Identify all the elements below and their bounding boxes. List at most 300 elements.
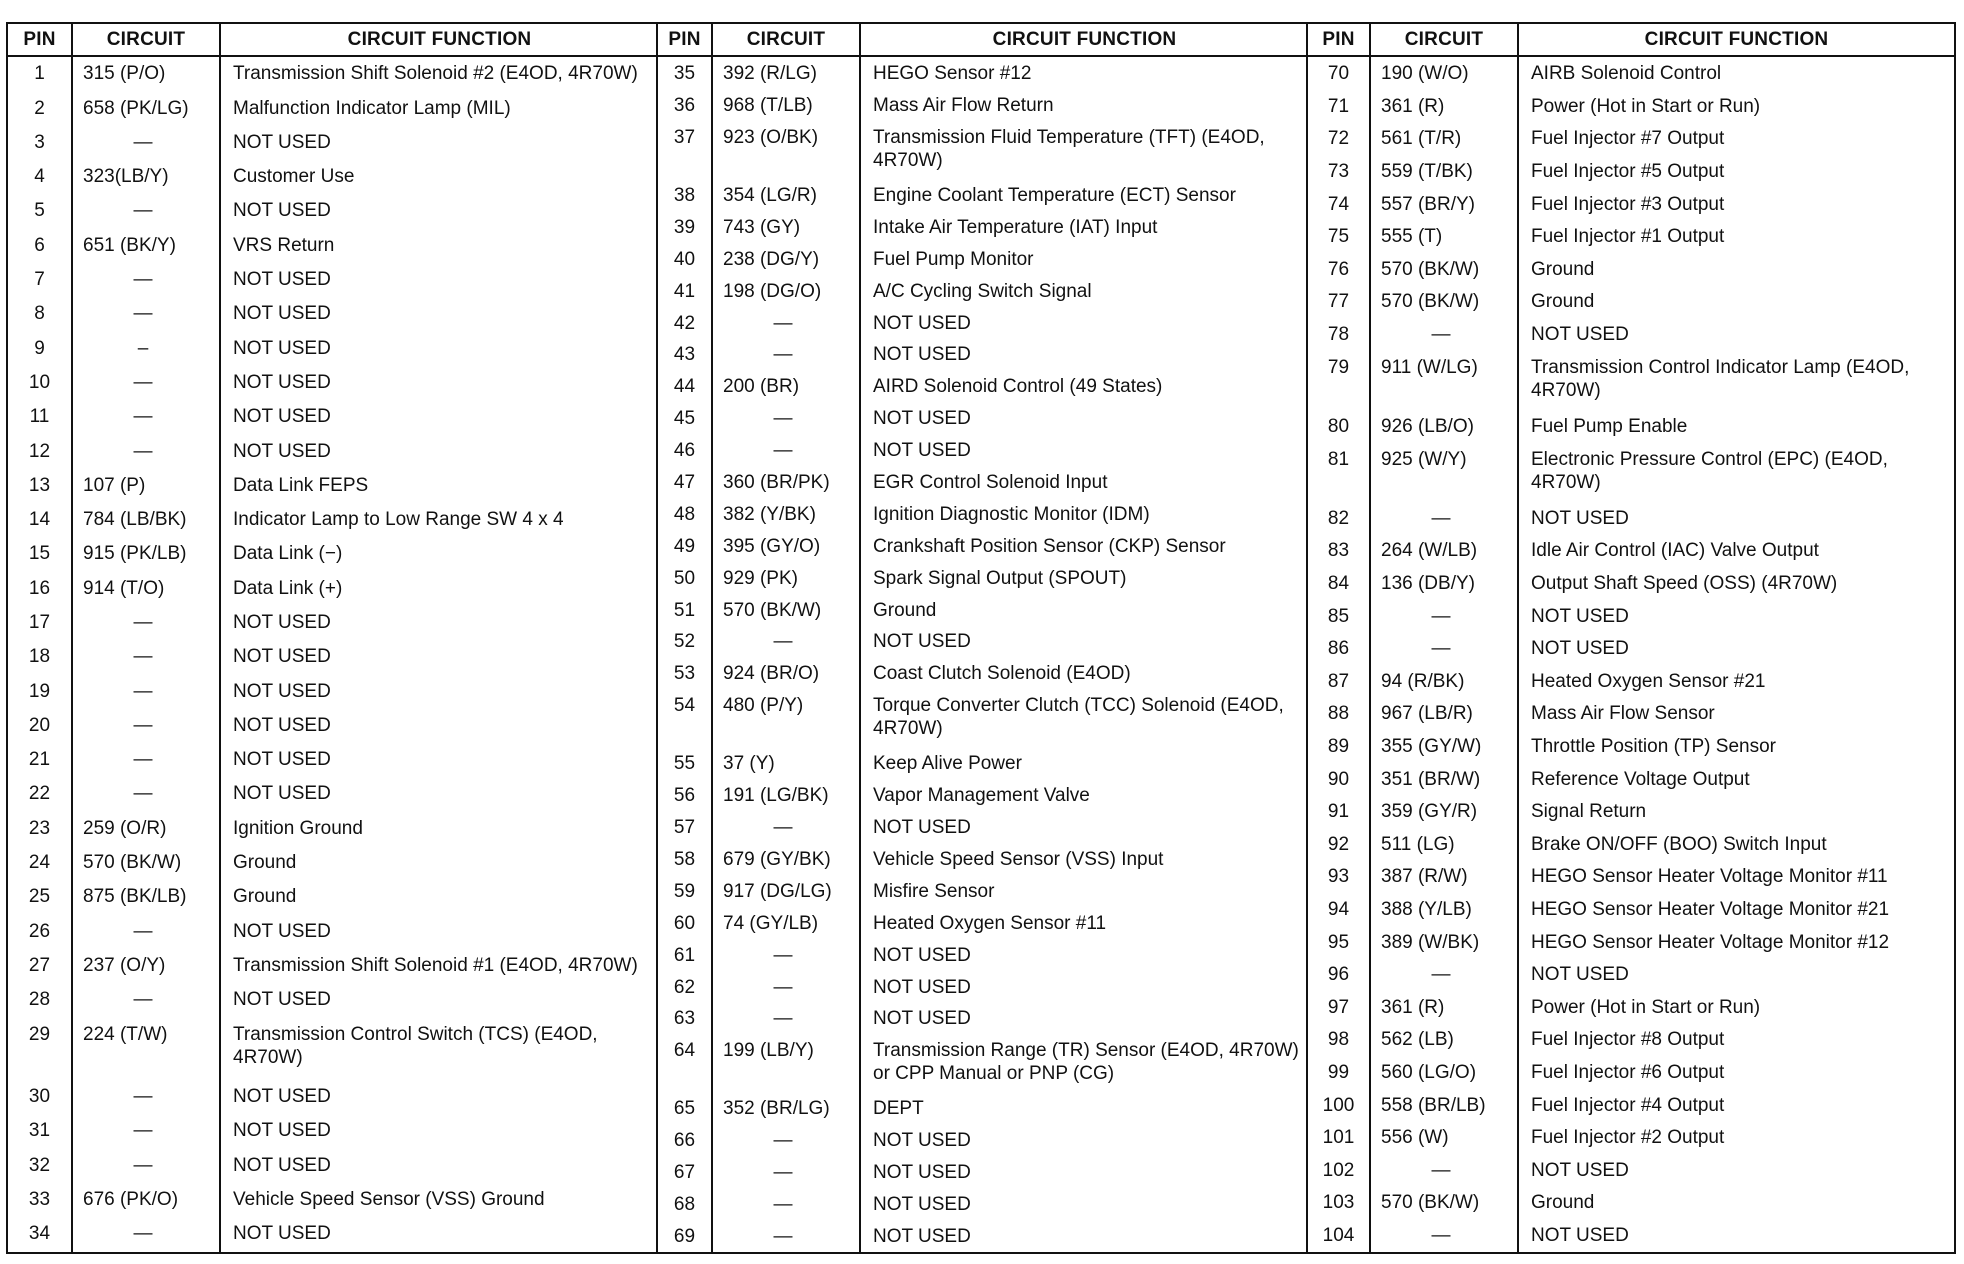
pin-number: 89	[1308, 730, 1370, 763]
table-row	[8, 1080, 658, 1114]
function-column-header: CIRCUIT FUNCTION	[860, 24, 1308, 56]
circuit-code: 37 (Y)	[712, 747, 860, 779]
pin-number: 37	[658, 121, 712, 179]
circuit-function: NOT USED	[1531, 1159, 1629, 1181]
pin-number: 86	[1308, 632, 1370, 665]
circuit-code: —	[1370, 502, 1518, 535]
pin-number: 87	[1308, 665, 1370, 698]
circuit-code: —	[72, 1114, 220, 1148]
circuit-function: A/C Cycling Switch Signal	[873, 280, 1092, 302]
circuit-code: —	[712, 1124, 860, 1156]
circuit-code: —	[72, 263, 220, 297]
circuit-function: Signal Return	[1531, 801, 1647, 823]
pin-number: 48	[658, 498, 712, 530]
pin-number: 22	[8, 777, 72, 811]
circuit-function: Transmission Control Indicator Lamp (E4OD, 4R70W)	[1531, 356, 1910, 401]
circuit-function: NOT USED	[233, 714, 331, 736]
pin-number: 15	[8, 537, 72, 571]
pin-number: 34	[8, 1217, 72, 1252]
circuit-function: NOT USED	[1531, 638, 1629, 660]
table-row	[1308, 1154, 1954, 1187]
pin-number: 44	[658, 370, 712, 402]
table-row	[658, 562, 1308, 594]
circuit-code: 923 (O/BK)	[712, 121, 860, 179]
pin-number: 53	[658, 657, 712, 689]
pin-number: 100	[1308, 1089, 1370, 1122]
table-row	[8, 435, 658, 469]
circuit-code: —	[712, 1156, 860, 1188]
circuit-code: –	[72, 332, 220, 366]
pin-number: 97	[1308, 991, 1370, 1024]
circuit-code: 382 (Y/BK)	[712, 498, 860, 530]
circuit-code: 562 (LB)	[1370, 1023, 1518, 1056]
table-row	[658, 211, 1308, 243]
circuit-code: 94 (R/BK)	[1370, 665, 1518, 698]
table-row	[658, 498, 1308, 530]
pin-number: 20	[8, 709, 72, 743]
circuit-code: 557 (BR/Y)	[1370, 188, 1518, 221]
circuit-function: NOT USED	[233, 440, 331, 462]
table-row	[658, 1092, 1308, 1124]
circuit-code: 361 (R)	[1370, 991, 1518, 1024]
circuit-code: 387 (R/W)	[1370, 860, 1518, 893]
header-row	[1308, 24, 1954, 56]
circuit-function: Fuel Injector #8 Output	[1531, 1029, 1725, 1051]
table-row	[8, 949, 658, 983]
circuit-code: —	[72, 435, 220, 469]
table-row	[1308, 188, 1954, 221]
circuit-code: 570 (BK/W)	[1370, 1186, 1518, 1219]
circuit-function: NOT USED	[1531, 507, 1629, 529]
pin-number: 81	[1308, 443, 1370, 502]
circuit-function: HEGO Sensor Heater Voltage Monitor #12	[1531, 931, 1890, 953]
circuit-function: Transmission Range (TR) Sensor (E4OD, 4R70W) or CPP Manual or PNP (CG)	[873, 1040, 1299, 1085]
table-row	[1308, 632, 1954, 665]
table-row	[658, 370, 1308, 402]
circuit-function: Reference Voltage Output	[1531, 768, 1750, 790]
pinout-table-section	[1308, 24, 1954, 1252]
table-row	[658, 402, 1308, 434]
circuit-function: Misfire Sensor	[873, 880, 995, 902]
circuit-function: HEGO Sensor Heater Voltage Monitor #11	[1531, 866, 1888, 888]
circuit-function: Mass Air Flow Return	[873, 95, 1054, 117]
circuit-code: 511 (LG)	[1370, 828, 1518, 861]
circuit-code: 784 (LB/BK)	[72, 503, 220, 537]
table-row	[1308, 351, 1954, 410]
pin-number: 95	[1308, 926, 1370, 959]
pin-number: 65	[658, 1092, 712, 1124]
circuit-code: 914 (T/O)	[72, 572, 220, 606]
circuit-function: NOT USED	[873, 976, 971, 998]
table-row	[8, 92, 658, 126]
pin-column-header: PIN	[8, 24, 72, 56]
circuit-function: NOT USED	[233, 337, 331, 359]
table-row	[8, 194, 658, 228]
circuit-function: Data Link (+)	[233, 577, 343, 599]
circuit-code: 259 (O/R)	[72, 812, 220, 846]
circuit-code: 570 (BK/W)	[1370, 253, 1518, 286]
circuit-code: —	[712, 1188, 860, 1220]
table-row	[8, 640, 658, 674]
circuit-code: 570 (BK/W)	[1370, 285, 1518, 318]
circuit-function: Customer Use	[233, 166, 355, 188]
pinout-table	[6, 22, 1956, 1254]
circuit-function: Heated Oxygen Sensor #11	[873, 912, 1107, 934]
table-row	[1308, 665, 1954, 698]
function-column-header: CIRCUIT FUNCTION	[1518, 24, 1954, 56]
circuit-code: 556 (W)	[1370, 1121, 1518, 1154]
circuit-function: Fuel Injector #6 Output	[1531, 1061, 1725, 1083]
pin-number: 73	[1308, 155, 1370, 188]
pin-number: 99	[1308, 1056, 1370, 1089]
pin-number: 10	[8, 366, 72, 400]
pin-number: 91	[1308, 795, 1370, 828]
pin-number: 39	[658, 211, 712, 243]
table-row	[658, 434, 1308, 466]
table-row	[658, 907, 1308, 939]
circuit-function: Ground	[233, 852, 297, 874]
circuit-function: Ground	[233, 886, 297, 908]
table-row	[8, 1018, 658, 1080]
pin-number: 18	[8, 640, 72, 674]
circuit-code: 238 (DG/Y)	[712, 243, 860, 275]
circuit-function: NOT USED	[233, 1120, 331, 1142]
table-row	[658, 275, 1308, 307]
circuit-function: Indicator Lamp to Low Range SW 4 x 4	[233, 509, 564, 531]
circuit-function: Ignition Ground	[233, 817, 363, 839]
table-row	[658, 971, 1308, 1003]
table-row	[8, 366, 658, 400]
pin-number: 9	[8, 332, 72, 366]
pin-number: 30	[8, 1080, 72, 1114]
pin-number: 93	[1308, 860, 1370, 893]
circuit-function: Vapor Management Valve	[873, 785, 1090, 807]
circuit-code: 555 (T)	[1370, 220, 1518, 253]
circuit-code: 558 (BR/LB)	[1370, 1089, 1518, 1122]
pinout-table-section	[8, 24, 658, 1252]
table-row	[658, 338, 1308, 370]
circuit-function: Fuel Injector #2 Output	[1531, 1127, 1725, 1149]
header-row	[8, 24, 658, 56]
circuit-function: Transmission Control Switch (TCS) (E4OD, 4R70W)	[233, 1023, 598, 1068]
circuit-function: NOT USED	[233, 680, 331, 702]
table-row	[1308, 443, 1954, 502]
circuit-code: 570 (BK/W)	[72, 846, 220, 880]
pin-number: 82	[1308, 502, 1370, 535]
table-row	[1308, 1023, 1954, 1056]
circuit-function: NOT USED	[233, 646, 331, 668]
pin-number: 46	[658, 434, 712, 466]
circuit-code: 743 (GY)	[712, 211, 860, 243]
pin-number: 5	[8, 194, 72, 228]
circuit-code: 968 (T/LB)	[712, 89, 860, 121]
circuit-function: NOT USED	[233, 611, 331, 633]
table-row	[1308, 56, 1954, 90]
circuit-code: 237 (O/Y)	[72, 949, 220, 983]
table-row	[658, 939, 1308, 971]
circuit-code: —	[72, 366, 220, 400]
circuit-function: NOT USED	[233, 269, 331, 291]
table-row	[658, 875, 1308, 907]
circuit-function: NOT USED	[233, 783, 331, 805]
circuit-function: NOT USED	[233, 1223, 331, 1245]
pinout-panel-1	[8, 24, 658, 1252]
circuit-function: Vehicle Speed Sensor (VSS) Ground	[233, 1188, 545, 1210]
circuit-function: Power (Hot in Start or Run)	[1531, 95, 1761, 117]
pin-number: 90	[1308, 763, 1370, 796]
circuit-code: 679 (GY/BK)	[712, 843, 860, 875]
circuit-code: 351 (BR/W)	[1370, 763, 1518, 796]
pin-number: 29	[8, 1018, 72, 1080]
circuit-function: NOT USED	[1531, 605, 1629, 627]
circuit-code: 136 (DB/Y)	[1370, 567, 1518, 600]
circuit-function: Data Link FEPS	[233, 474, 369, 496]
pin-number: 72	[1308, 122, 1370, 155]
table-row	[8, 572, 658, 606]
circuit-function: Fuel Pump Enable	[1531, 415, 1688, 437]
circuit-column-header: CIRCUIT	[1370, 24, 1518, 56]
pin-number: 51	[658, 594, 712, 626]
circuit-code: 361 (R)	[1370, 90, 1518, 123]
circuit-function: NOT USED	[873, 1225, 971, 1247]
pin-number: 26	[8, 915, 72, 949]
pin-number: 75	[1308, 220, 1370, 253]
circuit-code: —	[72, 743, 220, 777]
pin-number: 14	[8, 503, 72, 537]
circuit-function: NOT USED	[233, 131, 331, 153]
circuit-code: —	[72, 1149, 220, 1183]
circuit-code: —	[72, 777, 220, 811]
circuit-function: Transmission Shift Solenoid #1 (E4OD, 4R70W)	[233, 954, 638, 976]
pin-number: 16	[8, 572, 72, 606]
circuit-code: 360 (BR/PK)	[712, 466, 860, 498]
circuit-column-header: CIRCUIT	[72, 24, 220, 56]
pin-number: 23	[8, 812, 72, 846]
circuit-function: AIRD Solenoid Control (49 States)	[873, 376, 1163, 398]
circuit-code: 560 (LG/O)	[1370, 1056, 1518, 1089]
circuit-code: —	[72, 709, 220, 743]
pin-number: 28	[8, 983, 72, 1017]
table-row	[1308, 534, 1954, 567]
circuit-code: —	[712, 1220, 860, 1252]
pin-number: 11	[8, 400, 72, 434]
circuit-code: —	[712, 434, 860, 466]
circuit-function: NOT USED	[1531, 964, 1629, 986]
circuit-code: 926 (LB/O)	[1370, 410, 1518, 443]
table-row	[8, 812, 658, 846]
pin-number: 2	[8, 92, 72, 126]
pin-number: 79	[1308, 351, 1370, 410]
pin-number: 12	[8, 435, 72, 469]
pin-number: 25	[8, 880, 72, 914]
circuit-function: NOT USED	[873, 312, 971, 334]
table-row	[1308, 1121, 1954, 1154]
circuit-function: Ignition Diagnostic Monitor (IDM)	[873, 503, 1150, 525]
circuit-code: —	[712, 1002, 860, 1034]
pin-number: 52	[658, 625, 712, 657]
table-row	[658, 1034, 1308, 1092]
table-row	[1308, 991, 1954, 1024]
pin-number: 71	[1308, 90, 1370, 123]
circuit-code: 915 (PK/LB)	[72, 537, 220, 571]
table-row	[8, 915, 658, 949]
table-row	[658, 1220, 1308, 1252]
table-row	[8, 126, 658, 160]
circuit-code: 480 (P/Y)	[712, 689, 860, 747]
circuit-code: 200 (BR)	[712, 370, 860, 402]
pin-number: 7	[8, 263, 72, 297]
circuit-code: 924 (BR/O)	[712, 657, 860, 689]
table-row	[658, 1156, 1308, 1188]
circuit-code: —	[712, 971, 860, 1003]
table-row	[658, 594, 1308, 626]
table-row	[658, 179, 1308, 211]
table-row	[8, 503, 658, 537]
function-column-header: CIRCUIT FUNCTION	[220, 24, 658, 56]
circuit-function: NOT USED	[233, 406, 331, 428]
circuit-function: DEPT	[873, 1098, 924, 1120]
circuit-code: 190 (W/O)	[1370, 56, 1518, 90]
circuit-code: 561 (T/R)	[1370, 122, 1518, 155]
circuit-function: NOT USED	[1531, 1224, 1629, 1246]
circuit-code: 911 (W/LG)	[1370, 351, 1518, 410]
circuit-function: Fuel Injector #3 Output	[1531, 193, 1725, 215]
table-row	[8, 297, 658, 331]
table-row	[658, 89, 1308, 121]
header-row	[658, 24, 1308, 56]
circuit-function: NOT USED	[873, 944, 971, 966]
circuit-function: NOT USED	[233, 303, 331, 325]
table-row	[1308, 155, 1954, 188]
circuit-function: Ground	[873, 599, 937, 621]
pin-number: 104	[1308, 1219, 1370, 1252]
circuit-code: —	[72, 640, 220, 674]
pinout-table-section	[658, 24, 1308, 1252]
pin-number: 17	[8, 606, 72, 640]
pin-number: 98	[1308, 1023, 1370, 1056]
table-row	[658, 747, 1308, 779]
table-row	[8, 1149, 658, 1183]
circuit-function: Vehicle Speed Sensor (VSS) Input	[873, 849, 1164, 870]
table-row	[8, 743, 658, 777]
circuit-function: VRS Return	[233, 234, 335, 256]
pin-number: 69	[658, 1220, 712, 1252]
table-row	[658, 779, 1308, 811]
circuit-function: NOT USED	[233, 371, 331, 393]
circuit-code: 875 (BK/LB)	[72, 880, 220, 914]
circuit-code: 352 (BR/LG)	[712, 1092, 860, 1124]
pin-number: 76	[1308, 253, 1370, 286]
circuit-code: 388 (Y/LB)	[1370, 893, 1518, 926]
pin-number: 61	[658, 939, 712, 971]
pin-number: 43	[658, 338, 712, 370]
pin-number: 102	[1308, 1154, 1370, 1187]
pin-number: 80	[1308, 410, 1370, 443]
table-row	[1308, 926, 1954, 959]
circuit-code: —	[1370, 318, 1518, 351]
table-row	[8, 675, 658, 709]
circuit-code: 967 (LB/R)	[1370, 697, 1518, 730]
table-row	[658, 657, 1308, 689]
circuit-function: NOT USED	[233, 749, 331, 771]
pin-number: 63	[658, 1002, 712, 1034]
circuit-code: 676 (PK/O)	[72, 1183, 220, 1217]
circuit-code: 917 (DG/LG)	[712, 875, 860, 907]
circuit-function: Spark Signal Output (SPOUT)	[873, 567, 1127, 589]
circuit-code: —	[712, 625, 860, 657]
table-row	[658, 843, 1308, 875]
pin-number: 27	[8, 949, 72, 983]
circuit-function: Throttle Position (TP) Sensor	[1531, 736, 1776, 758]
circuit-code: —	[712, 338, 860, 370]
table-row	[8, 537, 658, 571]
pin-number: 62	[658, 971, 712, 1003]
circuit-function: EGR Control Solenoid Input	[873, 472, 1108, 494]
table-row	[1308, 122, 1954, 155]
circuit-code: —	[72, 1217, 220, 1252]
circuit-code: —	[712, 939, 860, 971]
pin-column-header: PIN	[658, 24, 712, 56]
circuit-code: 198 (DG/O)	[712, 275, 860, 307]
circuit-function: Fuel Injector #4 Output	[1531, 1094, 1725, 1116]
table-row	[1308, 1089, 1954, 1122]
table-row	[8, 880, 658, 914]
pin-number: 92	[1308, 828, 1370, 861]
circuit-code: 107 (P)	[72, 469, 220, 503]
circuit-function: Coast Clutch Solenoid (E4OD)	[873, 663, 1131, 685]
circuit-function: Data Link (−)	[233, 543, 343, 565]
table-row	[658, 121, 1308, 179]
circuit-code: 74 (GY/LB)	[712, 907, 860, 939]
pin-number: 19	[8, 675, 72, 709]
pin-number: 47	[658, 466, 712, 498]
table-row	[658, 530, 1308, 562]
circuit-code: 559 (T/BK)	[1370, 155, 1518, 188]
circuit-code: —	[72, 606, 220, 640]
table-row	[1308, 318, 1954, 351]
circuit-function: Fuel Pump Monitor	[873, 248, 1034, 270]
circuit-function: NOT USED	[873, 817, 971, 839]
circuit-code: —	[72, 675, 220, 709]
table-row	[8, 332, 658, 366]
pin-number: 24	[8, 846, 72, 880]
circuit-function: Ground	[1531, 291, 1595, 313]
pin-number: 8	[8, 297, 72, 331]
circuit-function: Power (Hot in Start or Run)	[1531, 996, 1761, 1018]
table-row	[658, 466, 1308, 498]
table-row	[1308, 600, 1954, 633]
circuit-code: 658 (PK/LG)	[72, 92, 220, 126]
circuit-function: Ground	[1531, 1192, 1595, 1214]
pin-number: 13	[8, 469, 72, 503]
circuit-code: —	[72, 126, 220, 160]
pin-number: 55	[658, 747, 712, 779]
circuit-function: NOT USED	[873, 1008, 971, 1030]
table-row	[1308, 795, 1954, 828]
pin-number: 42	[658, 307, 712, 339]
circuit-code: 395 (GY/O)	[712, 530, 860, 562]
circuit-function: Idle Air Control (IAC) Valve Output	[1531, 540, 1819, 562]
pin-number: 49	[658, 530, 712, 562]
table-row	[1308, 502, 1954, 535]
pin-number: 54	[658, 689, 712, 747]
circuit-function: Fuel Injector #7 Output	[1531, 128, 1725, 150]
circuit-code: 651 (BK/Y)	[72, 229, 220, 263]
table-row	[658, 243, 1308, 275]
circuit-function: NOT USED	[873, 1130, 971, 1152]
circuit-code: 354 (LG/R)	[712, 179, 860, 211]
circuit-code: —	[72, 915, 220, 949]
